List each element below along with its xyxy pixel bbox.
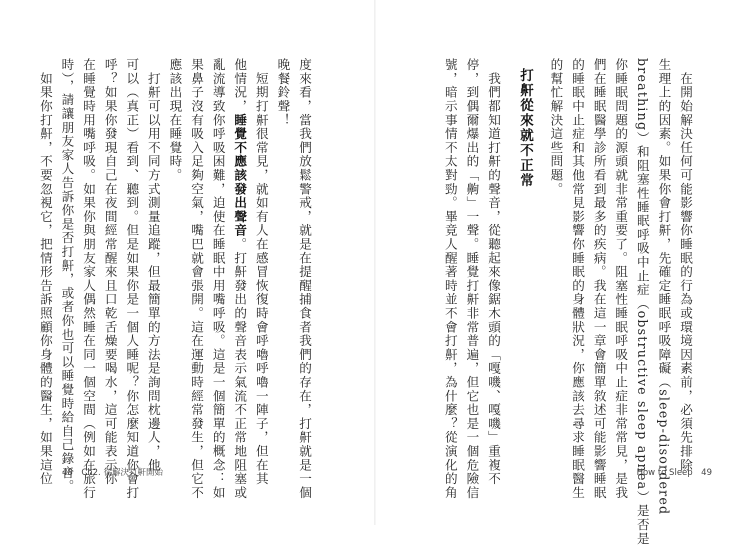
left-folio: 48 Ch2. 從解決打鼾開始 <box>62 468 163 478</box>
left-line-13: 如果你打鼾，不要忽視它，把情形告訴照顧你身體的醫生，如果這位 <box>37 58 53 486</box>
right-folio: How to Sleep 49 <box>636 468 712 478</box>
right-line-5: 們在睡眠醫學診所看到最多的疾病。我在這一章會簡單敘述可能影響睡眠 <box>591 58 607 500</box>
right-section-body <box>439 58 504 500</box>
left-line-1: 度來看，當我們放鬆警戒，就是在提醒捕食者我們的存在，打鼾就是一個 <box>297 58 312 500</box>
left-line-8: 打鼾可以用不同方式測量追蹤，但最簡單的方法是詢問枕邊人，他 <box>145 58 161 472</box>
right-line-9: 停，到偶爾爆出的「齁」一聲。睡覺打鼾非常普遍，但它也是一個危險信 <box>464 58 480 500</box>
left-page <box>0 0 375 525</box>
right-line-3: breathing）和阻塞性睡眠呼吸中止症（obstructive sleep apnea）是否是 <box>634 58 650 546</box>
left-line-5: 亂流導致你呼吸困難，迫使在睡眠中用嘴呼吸。這是一個簡單的概念：如 <box>210 58 226 500</box>
right-line-7: 的幫忙解決這些問題。 <box>548 58 564 196</box>
left-emphasis: 睡覺不應該發出聲音 <box>232 113 248 238</box>
left-line-2: 晚餐鈴聲！ <box>275 58 291 127</box>
right-line-4: 你睡眠問題的源頭就非常重要了。阻塞性睡眠呼吸中止症非常常見，是我 <box>613 58 629 500</box>
left-page-body <box>34 58 315 500</box>
left-line-9: 可以（真正）看到、聽到。但是如果你是一個人睡呢？你怎麼知道你會打 <box>124 58 140 500</box>
left-line-4b: 。打鼾發出的聲音表示氣流不正常地阻塞或 <box>232 237 248 500</box>
left-line-12: 時），請讓朋友家人告訴你是否打鼾，或者你也可以睡覺時給自己錄音。 <box>59 58 75 494</box>
left-line-10: 呼？如果你發現自己在夜間經常醒來且口乾舌燥要喝水，這可能表示你 <box>102 58 118 486</box>
right-line-10: 號，暗示事情不太對勁。畢竟人醒著時並不會打鼾，為什麼？從演化的角 <box>442 58 458 500</box>
left-line-3: 短期打鼾很常見，就如有人在感冒恢復時會呼嚕呼嚕一陣子，但在其 <box>253 58 269 486</box>
left-line-6: 果鼻子沒有吸入足夠空氣，嘴巴就會張開。這在運動時經常發生，但它不 <box>189 58 205 500</box>
section-heading: 打鼾從來就不正常 <box>517 68 533 188</box>
left-line-11: 在睡覺時用嘴呼吸。如果你與朋友家人偶然睡在同一個空間（例如在旅行 <box>81 58 97 500</box>
left-line-4a: 他情況， <box>232 58 248 114</box>
right-page <box>375 0 750 546</box>
right-line-8: 我們都知道打鼾的聲音，從聽起來像鋸木頭的「嘎嘰、嘎嘰」重複不 <box>486 58 501 486</box>
left-line-7: 應該出現在睡覺時。 <box>167 58 183 183</box>
right-line-2: 生理上的因素。如果你會打鼾，先確定睡眠呼吸障礙（sleep-disordered <box>656 58 672 516</box>
right-line-6: 的睡眠中止症和其他常見影響你睡眠的身體狀況，你應該去尋求睡眠醫生 <box>570 58 586 500</box>
right-line-1: 在開始解決任何可能影響你睡眠的行為或環境因素前，必須先排除 <box>678 58 693 472</box>
